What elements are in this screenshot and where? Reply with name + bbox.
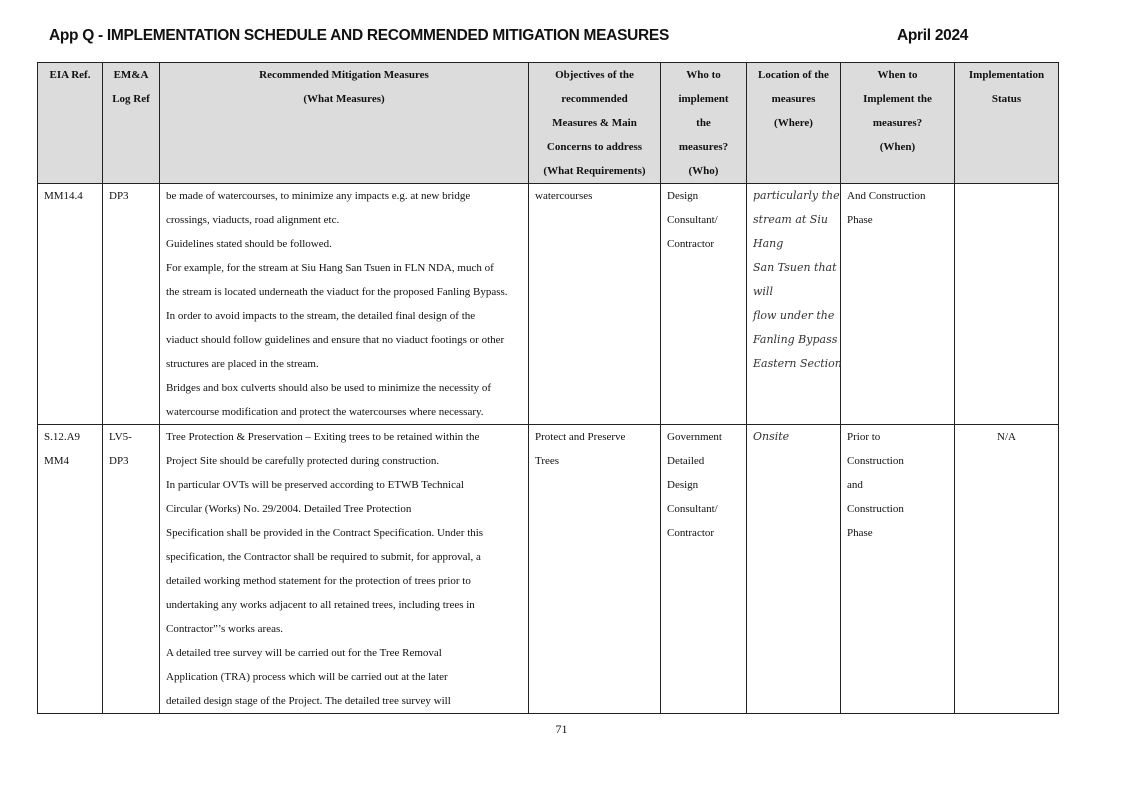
cell-text-line: (When) <box>879 141 916 153</box>
cell-text-line: Contractor <box>667 527 715 539</box>
cell-text-line: DP3 <box>109 455 129 467</box>
cell-text-line: Measures & Main <box>552 117 637 129</box>
page-title: App Q - IMPLEMENTATION SCHEDULE AND RECOMMENDED MITIGATION MEASURES <box>49 27 669 44</box>
cell-text-line: measures? <box>678 141 729 153</box>
cell-text-line: Trees <box>535 455 560 467</box>
cell-text-line: Tree Protection & Preservation – Exiting trees to be retained within the <box>166 431 480 443</box>
implementation-schedule-table <box>37 62 1059 714</box>
cell-who <box>661 184 747 425</box>
cell-text-line: Fanling Bypass <box>753 333 838 346</box>
page-date: April 2024 <box>897 27 969 44</box>
cell-who <box>661 425 747 714</box>
cell-text-line: the stream is located underneath the viaduct for the proposed Fanling Bypass. <box>166 286 508 298</box>
cell-text-line: Design <box>667 479 699 491</box>
cell-text-line: Phase <box>847 527 873 539</box>
cell-text-line: In order to avoid impacts to the stream, the detailed final design of the <box>166 310 476 322</box>
cell-text-line: the <box>696 117 711 129</box>
cell-text-line: DP3 <box>109 190 129 202</box>
cell-text-line: (What Measures) <box>303 93 385 105</box>
cell-text-line: structures are placed in the stream. <box>166 358 319 370</box>
cell-text-line: Objectives of the <box>555 69 634 81</box>
cell-text-line: implement <box>678 93 729 105</box>
header-when <box>841 63 955 184</box>
cell-text-line: measures? <box>872 117 923 129</box>
cell-text-line: EIA Ref. <box>49 69 91 81</box>
cell-text-line: Detailed <box>667 455 705 467</box>
cell-log-ref <box>103 184 160 425</box>
cell-when <box>841 425 955 714</box>
table-header-row <box>38 63 1059 184</box>
cell-text-line: specification, the Contractor shall be required to submit, for approval, a <box>166 551 481 563</box>
cell-text-line: viaduct should follow guidelines and ensure that no viaduct footings or other <box>166 334 505 346</box>
cell-text-line: Bridges and box culverts should also be used to minimize the necessity of <box>166 382 492 394</box>
cell-text-line: detailed design stage of the Project. The detailed tree survey will <box>166 695 451 707</box>
cell-text-line: Government <box>667 431 722 443</box>
cell-text-line: Onsite <box>753 430 790 443</box>
cell-text-line: And Construction <box>847 190 926 202</box>
header-objectives <box>529 63 661 184</box>
cell-text-line: watercourses <box>535 190 593 202</box>
header-measures <box>160 63 529 184</box>
cell-text-line: N/A <box>997 431 1016 443</box>
cell-text-line: Concerns to address <box>546 141 643 153</box>
cell-objectives <box>529 184 661 425</box>
cell-text-line: Specification shall be provided in the Contract Specification. Under this <box>166 527 484 539</box>
cell-measures <box>160 184 529 425</box>
cell-text-line: watercourse modification and protect the watercourses where necessary. <box>166 406 484 418</box>
cell-text-line: In particular OVTs will be preserved according to ETWB Technical <box>166 479 464 491</box>
page-number: 71 <box>555 722 568 736</box>
cell-text-line: flow under the <box>753 309 835 322</box>
cell-status <box>955 425 1059 714</box>
cell-eia-ref <box>38 184 103 425</box>
cell-text-line: Project Site should be carefully protected during construction. <box>166 455 440 467</box>
cell-text-line: Hang <box>753 237 784 250</box>
cell-text-line: Status <box>991 93 1022 105</box>
cell-text-line: (Where) <box>774 117 813 129</box>
header-status <box>955 63 1059 184</box>
cell-objectives <box>529 425 661 714</box>
cell-text-line: Implementation <box>968 69 1045 81</box>
cell-text-line: When to <box>877 69 918 81</box>
cell-text-line: Prior to <box>847 431 881 443</box>
cell-when <box>841 184 955 425</box>
cell-text-line: be made of watercourses, to minimize any impacts e.g. at new bridge <box>166 190 471 202</box>
header-log-ref <box>103 63 160 184</box>
cell-status <box>955 184 1059 425</box>
cell-text-line: and <box>847 479 863 491</box>
cell-text-line: will <box>753 285 773 298</box>
cell-text-line: MM14.4 <box>44 190 83 202</box>
cell-measures <box>160 425 529 714</box>
cell-location <box>747 184 841 425</box>
cell-text-line: Construction <box>847 455 904 467</box>
cell-text-line: Design <box>667 190 699 202</box>
cell-location <box>747 425 841 714</box>
cell-text-line: Who to <box>686 69 721 81</box>
cell-text-line: Contractor”’s works areas. <box>166 623 283 635</box>
header-who <box>661 63 747 184</box>
cell-text-line: undertaking any works adjacent to all retained trees, including trees in <box>166 599 475 611</box>
header-eia-ref <box>38 63 103 184</box>
cell-text-line: Circular (Works) No. 29/2004. Detailed Tree Protection <box>166 503 412 515</box>
cell-text-line: Consultant/ <box>667 214 718 226</box>
table-row <box>38 425 1059 714</box>
cell-text-line: Implement the <box>863 93 932 105</box>
cell-text-line: For example, for the stream at Siu Hang San Tsuen in FLN NDA, much of <box>166 262 494 274</box>
cell-text-line: recommended <box>561 93 628 105</box>
table-row <box>38 184 1059 425</box>
cell-text-line: Eastern Section <box>753 357 842 370</box>
cell-text-line: A detailed tree survey will be carried out for the Tree Removal <box>166 647 442 659</box>
cell-eia-ref <box>38 425 103 714</box>
cell-text-line: measures <box>771 93 816 105</box>
cell-text-line: Application (TRA) process which will be carried out at the later <box>166 671 448 683</box>
cell-text-line: LV5- <box>109 431 132 443</box>
cell-text-line: Guidelines stated should be followed. <box>166 238 332 250</box>
cell-text-line: (Who) <box>688 165 719 177</box>
cell-text-line: crossings, viaducts, road alignment etc. <box>166 214 340 226</box>
cell-text-line: Protect and Preserve <box>535 431 626 443</box>
cell-text-line: San Tsuen that <box>753 261 837 274</box>
cell-text-line: EM&A <box>113 69 149 81</box>
cell-log-ref <box>103 425 160 714</box>
cell-text-line: S.12.A9 <box>44 431 81 443</box>
cell-text-line: Location of the <box>758 69 829 81</box>
cell-text-line: particularly the <box>753 189 840 202</box>
cell-text-line: stream at Siu <box>753 213 828 226</box>
cell-text-line: MM4 <box>44 455 70 467</box>
cell-text-line: Construction <box>847 503 904 515</box>
cell-text-line: Recommended Mitigation Measures <box>259 69 429 81</box>
cell-text-line: Consultant/ <box>667 503 718 515</box>
cell-text-line: Contractor <box>667 238 715 250</box>
cell-text-line: detailed working method statement for the protection of trees prior to <box>166 575 471 587</box>
cell-text-line: (What Requirements) <box>543 165 646 177</box>
cell-text-line: Log Ref <box>112 93 150 105</box>
cell-text-line: Phase <box>847 214 873 226</box>
header-location <box>747 63 841 184</box>
